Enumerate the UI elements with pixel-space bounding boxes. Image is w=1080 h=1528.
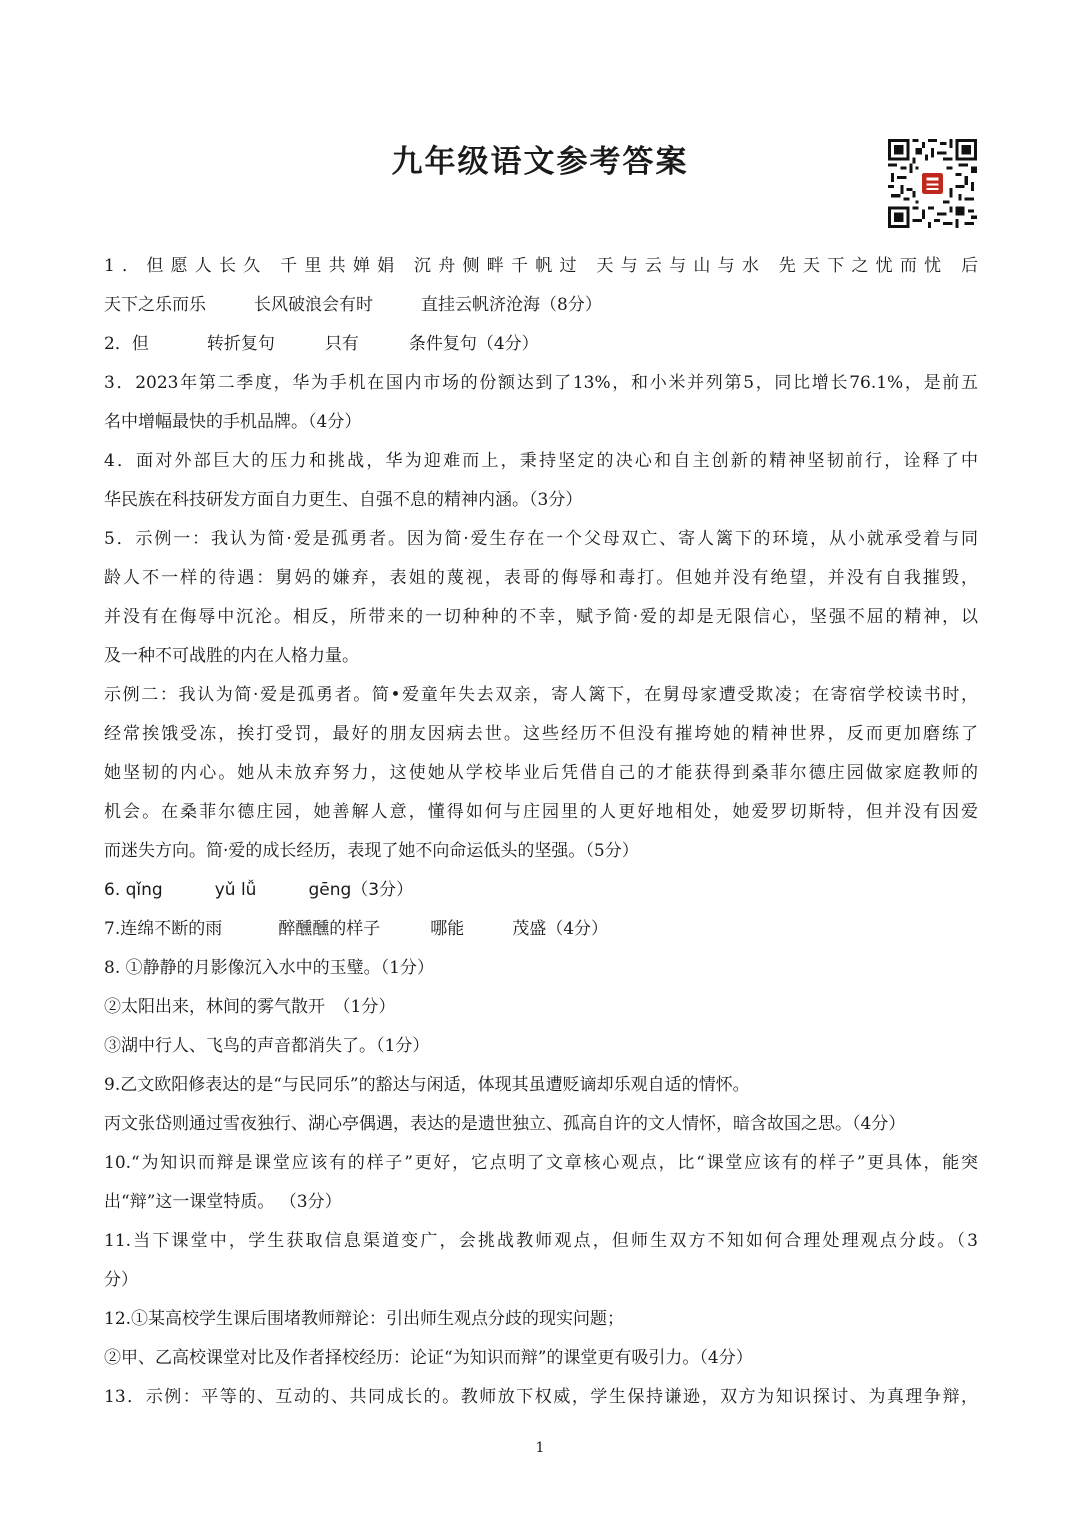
answer-13-line-1: 13．示例：平等的、互动的、共同成长的。教师放下权威，学生保持谦逊，双方为知识探讨、为真理争辩， [104,1387,978,1407]
answer-7: 7.连绵不断的雨 醉醺醺的样子 哪能 茂盛（4分） [104,919,609,939]
answer-5-example-2-line-5: 而迷失方向。简·爱的成长经历，表现了她不向命运低头的坚强。（5分） [104,841,639,861]
answer-10-line-1: 10.“为知识而辩是课堂应该有的样子”更好，它点明了文章核心观点，比“课堂应该有的样子”更具体，能突 [104,1153,978,1173]
answer-body [104,247,978,1417]
answer-3-line-2: 名中增幅最快的手机品牌。（4分） [104,412,362,432]
answer-5-example-1-line-3: 并没有在侮辱中沉沦。相反，所带来的一切种种的不幸，赋予简·爱的却是无限信心，坚强不屈的精神，以 [104,607,978,627]
answer-5-example-2-line-3: 她坚韧的内心。她从未放弃努力，这使她从学校毕业后凭借自己的才能获得到桑菲尔德庄园做家庭教师的 [104,763,978,783]
answer-3-line-1: 3．2023年第二季度，华为手机在国内市场的份额达到了13%，和小米并列第5，同比增长76.1%，是前五 [104,373,978,393]
answer-5-example-1-line-1: 5．示例一：我认为简·爱是孤勇者。因为简·爱生存在一个父母双亡、寄人篱下的环境，从小就承受着与同 [104,529,978,549]
page-number: 1 [535,1440,545,1456]
page-title: 九年级语文参考答案 [391,144,689,180]
answer-11-line-2: 分） [104,1270,138,1290]
answer-8-line-2: ②太阳出来，林间的雾气散开 （1分） [104,997,396,1017]
answer-5-example-2-line-2: 经常挨饿受冻，挨打受罚，最好的朋友因病去世。这些经历不但没有摧垮她的精神世界，反而更加磨练了 [104,724,978,744]
answer-4-line-2: 华民族在科技研发方面自力更生、自强不息的精神内涵。（3分） [104,490,583,510]
answer-12-line-2: ②甲、乙高校课堂对比及作者择校经历：论证“为知识而辩”的课堂更有吸引力。（4分） [104,1348,753,1368]
answer-2: 2．但 转折复句 只有 条件复句（4分） [104,334,539,354]
answer-4-line-1: 4．面对外部巨大的压力和挑战，华为迎难而上，秉持坚定的决心和自主创新的精神坚韧前行，诠释了中 [104,451,978,471]
answer-5-example-2-line-4: 机会。在桑菲尔德庄园，她善解人意，懂得如何与庄园里的人更好地相处，她爱罗切斯特，但并没有因爱 [104,802,978,822]
answer-9-line-1: 9.乙文欧阳修表达的是“与民同乐”的豁达与闲适，体现其虽遭贬谪却乐观自适的情怀。 [104,1075,750,1095]
answer-9-line-2: 丙文张岱则通过雪夜独行、湖心亭偶遇，表达的是遗世独立、孤高自许的文人情怀，暗含故国之思。（4分） [104,1114,906,1134]
answer-11-line-1: 11.当下课堂中，学生获取信息渠道变广，会挑战教师观点，但师生双方不知如何合理处理观点分歧。（3 [104,1231,978,1251]
qr-code-icon [888,139,977,228]
answer-8-line-3: ③湖中行人、飞鸟的声音都消失了。（1分） [104,1036,430,1056]
answer-5-example-1-line-4: 及一种不可战胜的内在人格力量。 [104,646,359,666]
answer-5-example-1-line-2: 龄人不一样的待遇：舅妈的嫌弃，表姐的蔑视，表哥的侮辱和毒打。但她并没有绝望，并没有自我摧毁， [104,568,978,588]
answer-5-example-2-line-1: 示例二：我认为简·爱是孤勇者。简•爱童年失去双亲，寄人篱下，在舅母家遭受欺凌；在寄宿学校读书时， [104,685,978,705]
answer-1-line-2: 天下之乐而乐 长风破浪会有时 直挂云帆济沧海（8分） [104,295,602,315]
answer-12-line-1: 12.①某高校学生课后围堵教师辩论：引出师生观点分歧的现实问题； [104,1309,625,1329]
answer-1-line-1: 1．但愿人长久 千里共婵娟 沉舟侧畔千帆过 天与云与山与水 先天下之忧而忧 后 [104,256,978,276]
answer-10-line-2: 出“辩”这一课堂特质。 （3分） [104,1192,342,1212]
answer-6: 6. qǐng yǔ lǚ gēng（3分） [104,880,414,900]
answer-8-line-1: 8. ①静静的月影像沉入水中的玉璧。（1分） [104,958,434,978]
